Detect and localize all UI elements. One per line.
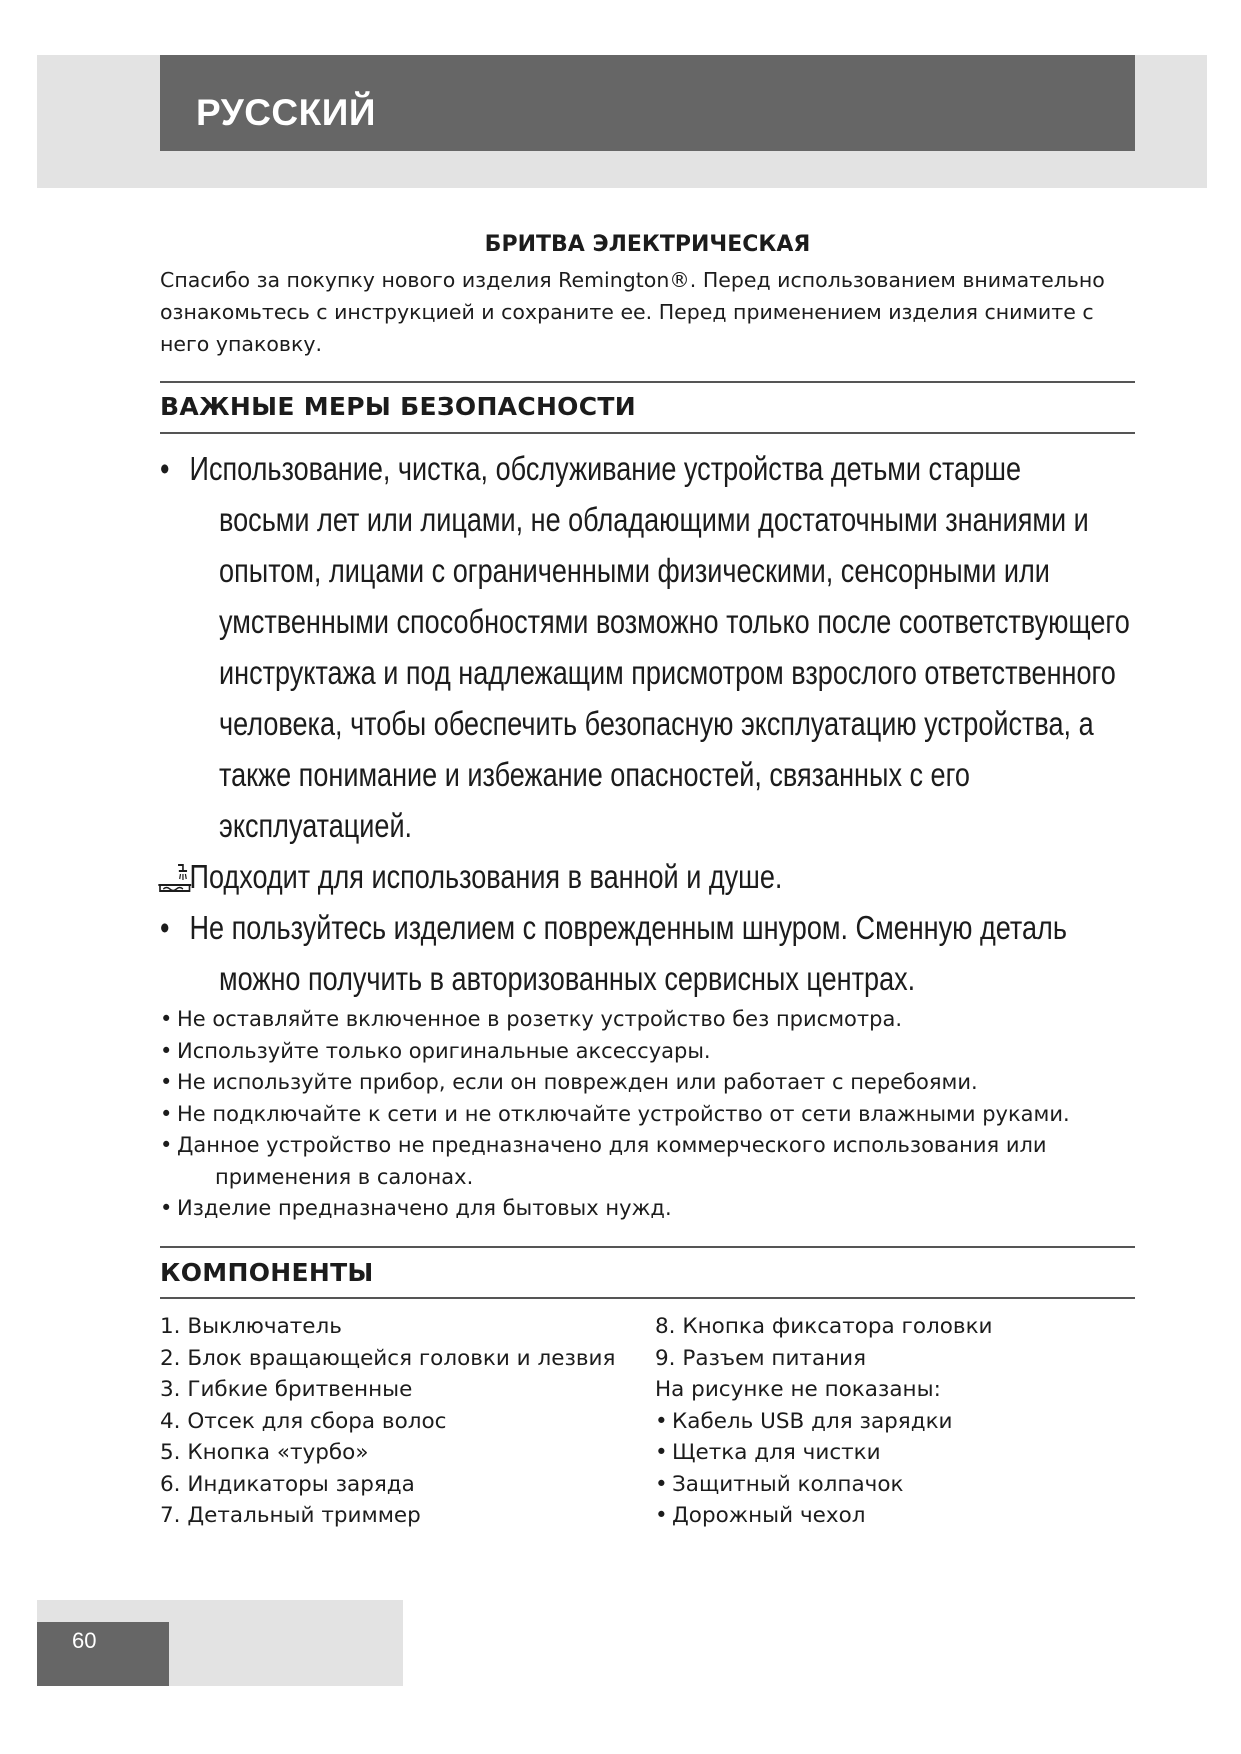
item-text-continued: эксплуатацией. [219,807,413,844]
components-left-list [160,1311,615,1532]
bullet: • [160,1007,173,1031]
safety-small-list [160,1004,1140,1225]
item-text: Используйте только оригинальные аксессуары. [177,1038,711,1063]
bullet: • [160,450,170,487]
item-text: Не подключайте к сети и не отключайте устройство от сети влажными руками. [177,1101,1070,1126]
bath-shower-icon [157,863,193,893]
intro-paragraph [160,264,1135,360]
bullet: • [655,1503,668,1528]
not-shown-label: На рисунке не показаны: [655,1377,941,1402]
bullet: • [655,1440,668,1465]
bullet: • [160,1070,173,1094]
section-divider [160,381,1135,383]
list-item [160,1099,1140,1131]
list-item [160,1036,1140,1068]
list-item: 3. Гибкие бритвенные [160,1377,413,1402]
bullet: • [160,1196,173,1220]
list-item [160,443,1157,851]
list-item: 5. Кнопка «турбо» [160,1440,369,1465]
item-text: Не пользуйтесь изделием с поврежденным шнуром. Сменную деталь [189,909,1067,946]
list-item [160,1004,1140,1036]
bullet: • [160,1038,173,1063]
item-text-continued: опытом, лицами с ограниченными физическими, сенсорными или [219,552,1050,589]
bullet: • [655,1471,668,1497]
list-item: 1. Выключатель [160,1314,342,1339]
list-item [655,1469,993,1501]
list-item [655,1500,993,1532]
list-item [160,902,1157,1004]
list-item: 2. Блок вращающейся головки и лезвия [160,1345,616,1371]
item-text: Кабель USB для зарядки [672,1408,953,1434]
intro-line: ознакомьтесь с инструкцией и сохраните ее. Перед применением изделия снимите с [160,300,1094,324]
item-text: Щетка для чистки [672,1440,881,1465]
list-item [655,1437,993,1469]
list-item: 7. Детальный триммер [160,1503,421,1528]
list-item: 9. Разъем питания [655,1345,867,1371]
item-text: Защитный колпачок [672,1471,904,1497]
section-divider [160,432,1135,434]
list-item [160,1067,1140,1099]
item-text-continued: инструктажа и под надлежащим присмотром взрослого ответственного [219,654,1116,691]
section-divider [160,1246,1135,1248]
list-item [160,851,1157,902]
item-text-continued: применения в салонах. [215,1164,474,1189]
list-item [160,1193,1140,1225]
components-heading: КОМПОНЕНТЫ [160,1258,374,1287]
safety-heading: ВАЖНЫЕ МЕРЫ БЕЗОПАСНОСТИ [160,392,636,421]
item-text: Использование, чистка, обслуживание устройства детьми старше [189,450,1022,487]
list-item: 6. Индикаторы заряда [160,1471,415,1497]
item-text: Подходит для использования в ванной и душе. [189,858,783,895]
item-text: Не используйте прибор, если он поврежден или работает с перебоями. [177,1070,978,1094]
item-text-continued: умственными способностями возможно только после соответствующего [219,603,1130,640]
bullet: • [160,1101,173,1126]
list-item: 8. Кнопка фиксатора головки [655,1314,993,1339]
bullet: • [655,1408,668,1434]
list-item [160,1130,1140,1193]
page-number: 60 [72,1628,97,1653]
intro-line: него упаковку. [160,332,322,356]
item-text-continued: человека, чтобы обеспечить безопасную эксплуатацию устройства, а [219,705,1094,742]
bullet: • [160,1133,173,1157]
item-text: Не оставляйте включенное в розетку устройство без присмотра. [177,1007,902,1031]
section-divider [160,1297,1135,1299]
document-title: БРИТВА ЭЛЕКТРИЧЕСКАЯ [484,232,811,257]
item-text: Изделие предназначено для бытовых нужд. [177,1196,672,1220]
list-item: 4. Отсек для сбора волос [160,1408,447,1434]
item-text-continued: также понимание и избежание опасностей, связанных с его [219,756,970,793]
bullet: • [160,909,170,946]
list-item [655,1406,993,1438]
page-number-box [37,1622,169,1686]
language-title: РУССКИЙ [196,92,376,133]
item-text: Данное устройство не предназначено для коммерческого использования или [177,1133,1047,1157]
item-text: Дорожный чехол [672,1503,866,1528]
item-text-continued: можно получить в авторизованных сервисных центрах. [219,960,916,997]
components-right-list [655,1311,993,1532]
safety-large-list [160,443,1130,1004]
item-text-continued: восьми лет или лицами, не обладающими достаточными знаниями и [219,501,1089,538]
intro-line: Спасибо за покупку нового изделия Remington®. Перед использованием внимательно [160,268,1105,292]
